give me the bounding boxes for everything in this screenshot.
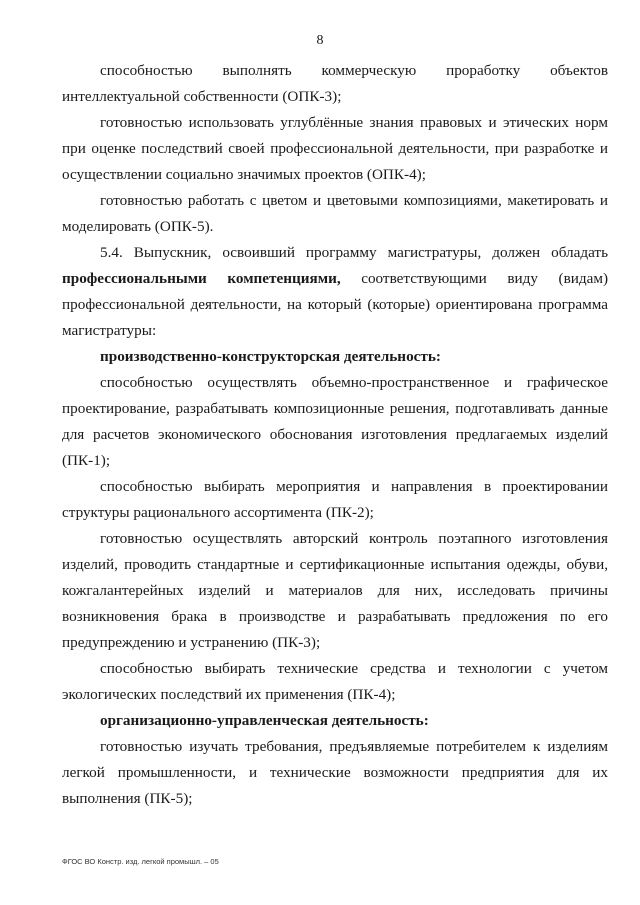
paragraph-opk-5: готовностью работать с цветом и цветовыми композициями, макетировать и моделировать (ОПК-5).: [62, 192, 608, 235]
section-heading-production-design: производственно-конструкторская деятельность:: [100, 348, 441, 365]
professional-competencies-term: профессиональными компетенциями,: [62, 270, 341, 287]
page-footer: ФГОС ВО Констр. изд. легкой промышл. – 05: [62, 857, 219, 866]
paragraph-5-4-rest: соответствующими виду (видам) профессиональной деятельности, на который (которые) ориентирована программа магистратуры:: [62, 270, 609, 339]
section-heading-organizational: организационно-управленческая деятельность:: [100, 712, 429, 729]
paragraph-pk-4: способностью выбирать технические средства и технологии с учетом экологических последствий их применения (ПК-4);: [62, 660, 608, 703]
paragraph-5-4-intro: 5.4. Выпускник, освоивший программу магистратуры, должен обладать: [100, 244, 608, 261]
document-body: [62, 58, 608, 812]
paragraph-pk-2: способностью выбирать мероприятия и направления в проектировании структуры рационального ассортимента (ПК-2);: [62, 478, 608, 521]
paragraph-5-4: [62, 240, 608, 344]
paragraph-pk-5: готовностью изучать требования, предъявляемые потребителем к изделиям легкой промышленности, и технические возможности предприятия для их выполнения (ПК-5);: [62, 738, 608, 807]
paragraph-opk-4: готовностью использовать углублённые знания правовых и этических норм при оценке последствий своей профессиональной деятельности, при разработке и осуществлении социально значимых проектов (ОПК-4);: [62, 114, 608, 183]
paragraph-pk-3: готовностью осуществлять авторский контроль поэтапного изготовления изделий, проводить стандартные и сертификационные испытания одежды, обуви, кожгалантерейных изделий и материалов для них, исследовать причины возникновения брака в производстве и разрабатывать предложения по его предупреждению и устранению (ПК-3);: [62, 530, 608, 651]
paragraph-pk-1: способностью осуществлять объемно-пространственное и графическое проектирование, разрабатывать композиционные решения, подготавливать данные для расчетов экономического обоснования изготовления предлагаемых изделий (ПК-1);: [62, 374, 608, 469]
page-number: 8: [316, 33, 324, 48]
paragraph-opk-3: способностью выполнять коммерческую проработку объектов интеллектуальной собственности (ОПК-3);: [62, 62, 608, 105]
